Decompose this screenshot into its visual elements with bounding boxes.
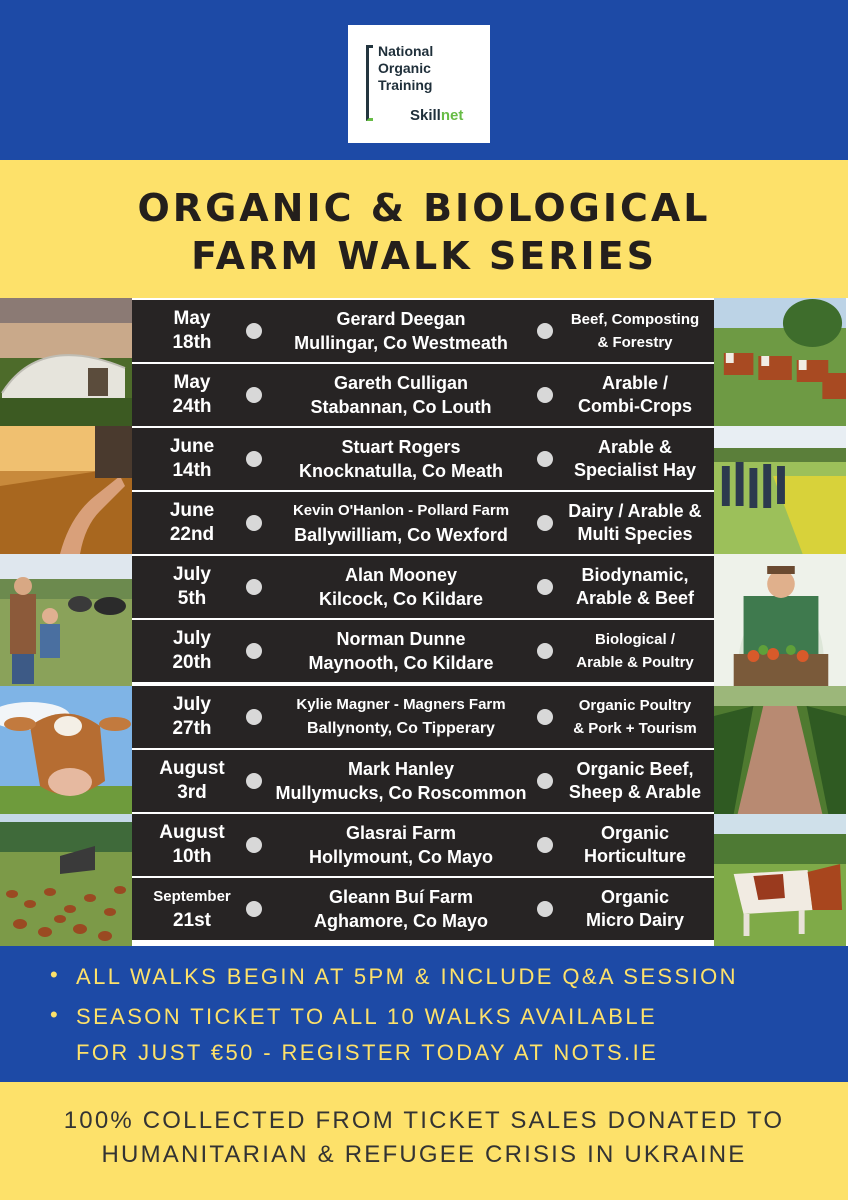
host-location: Hollymount, Co Mayo <box>309 847 493 867</box>
walk-row-6 <box>132 620 714 682</box>
bullet-dot-icon <box>537 709 553 725</box>
host-name: Alan Mooney <box>344 565 457 585</box>
date-month: May <box>173 372 211 393</box>
host-location: Ballywilliam, Co Wexford <box>294 525 508 545</box>
date-day: 14th <box>172 460 212 481</box>
walk-topic <box>556 300 714 362</box>
host-name: Glasrai Farm <box>345 823 457 843</box>
topic-line2: Combi-Crops <box>578 396 692 416</box>
topic-line1: Arable & <box>597 437 673 457</box>
date-day: 22nd <box>169 524 215 545</box>
walk-date <box>132 364 252 426</box>
footer-donation-line1: 100% COLLECTED FROM TICKET SALES DONATED TO <box>63 1107 785 1134</box>
crop-rows-photo <box>714 686 846 814</box>
topic-line2: Horticulture <box>583 846 686 866</box>
walk-date <box>132 492 252 554</box>
page-title-line2: FARM WALK SERIES <box>191 234 657 278</box>
logo-text-line3: Training <box>378 77 433 93</box>
footer-band <box>0 1082 848 1200</box>
bullet-icon: • <box>50 1002 58 1027</box>
date-day: 27th <box>172 718 212 739</box>
walk-topic <box>556 492 714 554</box>
date-month: July <box>172 694 212 715</box>
date-month: June <box>169 500 215 521</box>
grazing-cows-photo <box>714 814 846 946</box>
host-location: Kilcock, Co Kildare <box>318 589 484 609</box>
topic-line1: Organic Beef, <box>576 759 694 779</box>
host-name: Kevin O'Hanlon - Pollard Farm <box>292 502 510 519</box>
walk-host <box>270 364 532 426</box>
bullet-dot-icon <box>246 323 262 339</box>
walk-host <box>270 620 532 682</box>
info-season-ticket-line1: SEASON TICKET TO ALL 10 WALKS AVAILABLE <box>76 1004 658 1029</box>
topic-line2: Micro Dairy <box>585 910 685 930</box>
date-day: 21st <box>172 910 212 931</box>
date-month: August <box>159 758 225 779</box>
walk-schedule-list <box>132 298 714 946</box>
date-day: 5th <box>177 588 207 609</box>
page-title-line1: ORGANIC & BIOLOGICAL <box>137 186 711 230</box>
host-name: Kylie Magner - Magners Farm <box>296 696 506 713</box>
walk-host <box>270 300 532 362</box>
walk-host <box>270 750 532 812</box>
host-location: Maynooth, Co Kildare <box>308 653 494 673</box>
walk-topic <box>556 620 714 682</box>
bullet-dot-icon <box>537 451 553 467</box>
walk-host <box>270 686 532 748</box>
logo <box>348 25 490 143</box>
bullet-dot-icon <box>246 387 262 403</box>
date-day: 20th <box>172 652 212 673</box>
bullet-dot-icon <box>246 773 262 789</box>
topic-line2: Multi Species <box>577 524 693 544</box>
topic-line1: Beef, Composting <box>570 311 700 328</box>
walk-row-10 <box>132 878 714 940</box>
host-location: Mullymucks, Co Roscommon <box>275 783 527 803</box>
walk-date <box>132 814 252 876</box>
bullet-dot-icon <box>246 709 262 725</box>
walk-topic <box>556 686 714 748</box>
date-month: August <box>159 822 225 843</box>
bullet-icon: • <box>50 962 58 987</box>
walk-host <box>270 556 532 618</box>
bullet-dot-icon <box>246 451 262 467</box>
host-name: Mark Hanley <box>347 759 455 779</box>
wheat-field-photo <box>0 426 132 554</box>
logo-skillnet <box>410 107 463 124</box>
date-day: 3rd <box>177 782 207 803</box>
bullet-dot-icon <box>246 515 262 531</box>
bullet-dot-icon <box>537 515 553 531</box>
bullet-dot-icon <box>537 387 553 403</box>
walk-topic <box>556 428 714 490</box>
logo-net-text: net <box>440 107 464 124</box>
topic-line2: Arable & Poultry <box>576 654 694 671</box>
bullet-dot-icon <box>246 837 262 853</box>
date-month: May <box>173 308 211 329</box>
host-location: Mullingar, Co Westmeath <box>294 333 508 353</box>
topic-line1: Biological / <box>594 631 675 648</box>
walk-topic <box>556 556 714 618</box>
field-walk-group-photo <box>714 426 846 554</box>
logo-text-line2: Organic <box>378 60 431 76</box>
walk-date <box>132 428 252 490</box>
walk-host <box>270 492 532 554</box>
date-month: June <box>169 436 215 457</box>
bullet-dot-icon <box>537 773 553 789</box>
bullet-dot-icon <box>537 643 553 659</box>
date-day: 24th <box>172 396 212 417</box>
bullet-dot-icon <box>537 323 553 339</box>
header-band <box>0 0 848 160</box>
host-name: Gareth Culligan <box>333 373 468 393</box>
topic-line2: Arable & Beef <box>575 588 695 608</box>
topic-line1: Organic <box>600 823 670 843</box>
walk-host <box>270 814 532 876</box>
bullet-dot-icon <box>537 837 553 853</box>
date-month: July <box>172 564 212 585</box>
farmer-and-child-photo <box>0 554 132 686</box>
info-season-ticket-line2: FOR JUST €50 - REGISTER TODAY AT NOTS.IE <box>76 1040 659 1065</box>
topic-line2: & Pork + Tourism <box>573 720 697 737</box>
host-name: Gerard Deegan <box>336 309 466 329</box>
walk-row-7 <box>132 686 714 748</box>
schedule-section <box>0 298 848 946</box>
date-day: 18th <box>172 332 212 353</box>
topic-line1: Organic Poultry <box>578 697 692 714</box>
topic-line1: Dairy / Arable & <box>568 501 702 521</box>
walk-date <box>132 686 252 748</box>
host-name: Norman Dunne <box>336 629 466 649</box>
walk-topic <box>556 878 714 940</box>
walk-row-5 <box>132 556 714 618</box>
walk-row-3 <box>132 428 714 490</box>
host-location: Knocknatulla, Co Meath <box>298 461 504 481</box>
date-month: July <box>172 628 212 649</box>
walk-host <box>270 428 532 490</box>
logo-skill-text: Skill <box>410 107 441 124</box>
topic-line1: Biodynamic, <box>581 565 689 585</box>
topic-line2: Sheep & Arable <box>568 782 702 802</box>
host-location: Ballynonty, Co Tipperary <box>307 720 495 737</box>
logo-bracket-icon <box>366 45 373 121</box>
bullet-dot-icon <box>246 643 262 659</box>
host-location: Stabannan, Co Louth <box>310 397 492 417</box>
info-band <box>0 946 848 1082</box>
walk-topic <box>556 364 714 426</box>
free-range-hens-photo <box>0 814 132 946</box>
bullet-dot-icon <box>246 901 262 917</box>
logo-text-line1: National <box>378 43 434 59</box>
topic-line2: & Forestry <box>597 334 673 351</box>
info-start-time: ALL WALKS BEGIN AT 5PM & INCLUDE Q&A SESSION <box>76 964 738 989</box>
walk-date <box>132 878 252 940</box>
date-month: September <box>153 888 231 905</box>
walk-date <box>132 750 252 812</box>
polytunnel-photo <box>0 298 132 426</box>
host-location: Aghamore, Co Mayo <box>313 911 489 931</box>
footer-donation-line2: HUMANITARIAN & REFUGEE CRISIS IN UKRAINE <box>101 1141 747 1168</box>
farmer-with-vegetables-photo <box>714 554 846 686</box>
walk-row-4 <box>132 492 714 554</box>
cow-photo <box>0 686 132 814</box>
topic-line1: Arable / <box>601 373 669 393</box>
walk-row-2 <box>132 364 714 426</box>
walk-host <box>270 878 532 940</box>
walk-row-9 <box>132 814 714 876</box>
host-name: Stuart Rogers <box>341 437 461 457</box>
walk-date <box>132 300 252 362</box>
topic-line1: Organic <box>600 887 670 907</box>
walk-row-8 <box>132 750 714 812</box>
bullet-dot-icon <box>537 579 553 595</box>
date-day: 10th <box>172 846 212 867</box>
walk-row-1 <box>132 300 714 362</box>
walk-date <box>132 556 252 618</box>
bullet-dot-icon <box>246 579 262 595</box>
topic-line2: Specialist Hay <box>573 460 697 480</box>
walk-topic <box>556 814 714 876</box>
walk-date <box>132 620 252 682</box>
title-band <box>0 160 848 298</box>
bullet-dot-icon <box>537 901 553 917</box>
host-name: Gleann Buí Farm <box>328 887 474 907</box>
cattle-herd-photo <box>714 298 846 426</box>
walk-topic <box>556 750 714 812</box>
